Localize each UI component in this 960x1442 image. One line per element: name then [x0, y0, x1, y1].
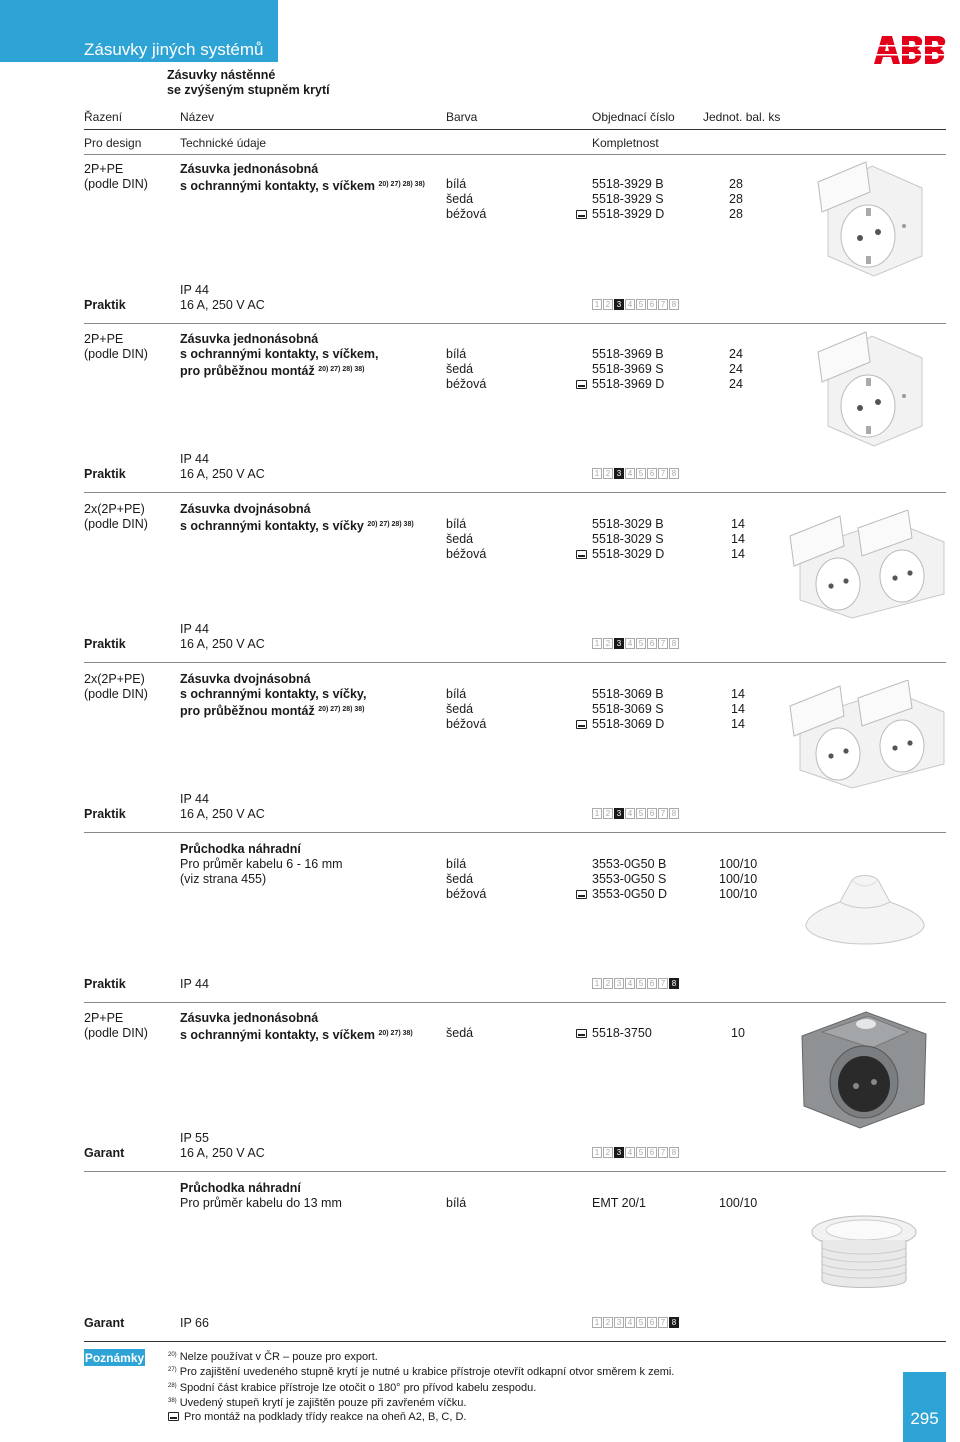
color: bílá	[446, 1196, 467, 1210]
divider	[84, 323, 946, 324]
color: béžová	[446, 207, 487, 221]
product-name: Zásuvka jednonásobná	[180, 162, 319, 176]
completeness-scale: 1 2 3 4 5 6 7 8	[592, 1147, 680, 1158]
fire-class-icon	[576, 550, 587, 559]
order-code: 5518-3029 B	[592, 517, 664, 531]
divider	[84, 154, 946, 155]
divider	[84, 1002, 946, 1003]
product-name: Průchodka náhradní	[180, 842, 301, 856]
product-desc: s ochrannými kontakty, s víčky,	[180, 687, 367, 701]
ip-rating: IP 44	[180, 283, 209, 297]
completeness-scale: 1 2 3 4 5 6 7 8	[592, 808, 680, 819]
ip-rating: IP 66	[180, 1316, 209, 1330]
quantity: 28	[729, 207, 743, 221]
single-socket-image	[808, 330, 926, 448]
fire-class-icon	[576, 380, 587, 389]
quantity: 28	[729, 177, 743, 191]
system-type: 2P+PE	[84, 162, 124, 176]
col-completeness: Kompletnost	[592, 136, 659, 150]
order-code: 3553-0G50 B	[592, 857, 667, 871]
fire-class-icon	[168, 1412, 179, 1421]
order-code: 5518-3750	[576, 1026, 652, 1041]
quantity: 100/10	[719, 1196, 758, 1210]
order-code: 5518-3929 B	[592, 177, 664, 191]
grommet-image	[800, 872, 930, 952]
footnote: $^{38)}$ Uvedený stupeň krytí je zajištěn pouze při zavřeném víčku.	[168, 1397, 467, 1410]
color: šedá	[446, 1026, 474, 1040]
color: šedá	[446, 702, 474, 716]
completeness-scale: 1 2 3 4 5 6 7 8	[592, 468, 680, 479]
design-line: Praktik	[84, 637, 126, 651]
product-desc: pro průběžnou montáž $^{20) 27) 28) 38)}$	[180, 364, 365, 378]
design-line: Praktik	[84, 298, 126, 312]
ip-rating: IP 55	[180, 1131, 209, 1145]
quantity: 14	[731, 717, 745, 731]
cable-gland-image	[808, 1212, 920, 1294]
page-subtitle: Zásuvky nástěnné se zvýšeným stupněm krytí	[167, 68, 330, 97]
footnote: $^{28)}$ Spodní část krabice přístroje lze otočit o 180° pro přívod kabelu zespodu.	[168, 1381, 537, 1394]
design-line: Praktik	[84, 977, 126, 991]
system-standard: (podle DIN)	[84, 177, 148, 191]
quantity: 14	[731, 702, 745, 716]
system-standard: (podle DIN)	[84, 347, 148, 361]
col-row: Řazení	[84, 110, 123, 124]
abb-logo	[874, 36, 946, 64]
order-code: 5518-3029 S	[592, 532, 664, 546]
order-code: 3553-0G50 D	[576, 887, 667, 902]
system-type: 2P+PE	[84, 1011, 124, 1025]
product-desc: Pro průměr kabelu do 13 mm	[180, 1196, 342, 1210]
divider	[84, 662, 946, 663]
product-desc: s ochrannými kontakty, s víčkem,	[180, 347, 379, 361]
footnotes	[168, 1349, 674, 1424]
completeness-scale: 1 2 3 4 5 6 7 8	[592, 299, 680, 310]
col-name: Název	[180, 110, 215, 124]
fire-class-icon	[576, 720, 587, 729]
product-name: Zásuvka jednonásobná	[180, 332, 319, 346]
quantity: 24	[729, 377, 743, 391]
grey-socket-image	[796, 1006, 930, 1132]
color: bílá	[446, 687, 467, 701]
fire-class-icon	[576, 890, 587, 899]
electrical-rating: 16 A, 250 V AC	[180, 637, 265, 651]
product-name: Průchodka náhradní	[180, 1181, 301, 1195]
color: bílá	[446, 347, 467, 361]
divider	[84, 1171, 946, 1172]
quantity: 24	[729, 347, 743, 361]
ip-rating: IP 44	[180, 977, 209, 991]
order-code: 5518-3069 D	[576, 717, 664, 732]
double-socket-image	[786, 510, 946, 620]
color: béžová	[446, 547, 487, 561]
color: šedá	[446, 532, 474, 546]
product-desc: Pro průměr kabelu 6 - 16 mm	[180, 857, 343, 871]
quantity: 14	[731, 547, 745, 561]
completeness-scale: 1 2 3 4 5 6 7 8	[592, 638, 680, 649]
ip-rating: IP 44	[180, 622, 209, 636]
col-color: Barva	[446, 110, 478, 124]
completeness-scale: 1 2 3 4 5 6 7 8	[592, 978, 680, 989]
product-name: Zásuvka dvojnásobná	[180, 502, 311, 516]
color: béžová	[446, 717, 487, 731]
color: šedá	[446, 362, 474, 376]
design-line: Garant	[84, 1146, 125, 1160]
order-code: 5518-3929 D	[576, 207, 664, 222]
order-code: 5518-3029 D	[576, 547, 664, 562]
page-number-tab	[903, 1372, 946, 1442]
electrical-rating: 16 A, 250 V AC	[180, 807, 265, 821]
page-title: Zásuvky jiných systémů	[84, 40, 264, 59]
fire-class-icon	[576, 210, 587, 219]
col-unit: Jednot. bal. ks	[703, 110, 781, 124]
product-name: Zásuvka dvojnásobná	[180, 672, 311, 686]
completeness-scale: 1 2 3 4 5 6 7 8	[592, 1317, 680, 1328]
product-desc: s ochrannými kontakty, s víčkem $^{20) 27) 38)}$	[180, 1028, 413, 1042]
quantity: 14	[731, 517, 745, 531]
quantity: 24	[729, 362, 743, 376]
product-name: Zásuvka jednonásobná	[180, 1011, 319, 1025]
electrical-rating: 16 A, 250 V AC	[180, 467, 265, 481]
footnote: $^{20)}$ Nelze používat v ČR – pouze pro export.	[168, 1351, 378, 1363]
order-code: 5518-3069 S	[592, 702, 664, 716]
system-standard: (podle DIN)	[84, 1026, 148, 1040]
system-type: 2x(2P+PE)	[84, 672, 145, 686]
ip-rating: IP 44	[180, 792, 209, 806]
page-number: 295	[910, 1409, 939, 1428]
color: šedá	[446, 192, 474, 206]
quantity: 28	[729, 192, 743, 206]
divider	[84, 129, 946, 130]
divider	[84, 1341, 946, 1342]
order-code: 5518-3069 B	[592, 687, 664, 701]
order-code: 3553-0G50 S	[592, 872, 667, 886]
quantity: 100/10	[719, 887, 758, 901]
color: bílá	[446, 857, 467, 871]
system-standard: (podle DIN)	[84, 517, 148, 531]
product-desc: s ochrannými kontakty, s víčkem $^{20) 27) 28) 38)}$	[180, 179, 425, 193]
system-standard: (podle DIN)	[84, 687, 148, 701]
electrical-rating: 16 A, 250 V AC	[180, 1146, 265, 1160]
col-design: Pro design	[84, 136, 142, 150]
product-desc: pro průběžnou montáž $^{20) 27) 28) 38)}$	[180, 704, 365, 718]
color: béžová	[446, 377, 487, 391]
order-code: 5518-3969 B	[592, 347, 664, 361]
quantity: 100/10	[719, 872, 758, 886]
order-code: EMT 20/1	[592, 1196, 646, 1210]
notes-label: Poznámky	[84, 1351, 145, 1365]
system-type: 2x(2P+PE)	[84, 502, 145, 516]
quantity: 10	[731, 1026, 745, 1040]
color: bílá	[446, 177, 467, 191]
color: béžová	[446, 887, 487, 901]
order-code: 5518-3969 S	[592, 362, 664, 376]
color: bílá	[446, 517, 467, 531]
design-line: Garant	[84, 1316, 125, 1330]
quantity: 14	[731, 532, 745, 546]
product-desc: (viz strana 455)	[180, 872, 267, 886]
electrical-rating: 16 A, 250 V AC	[180, 298, 265, 312]
system-type: 2P+PE	[84, 332, 124, 346]
design-line: Praktik	[84, 467, 126, 481]
order-code: 5518-3969 D	[576, 377, 664, 392]
divider	[84, 832, 946, 833]
quantity: 14	[731, 687, 745, 701]
design-line: Praktik	[84, 807, 126, 821]
col-order: Objednací číslo	[592, 110, 675, 124]
single-socket-image	[808, 160, 926, 278]
color: šedá	[446, 872, 474, 886]
footnote: $^{27)}$ Pro zajištění uvedeného stupně krytí je nutné u krabice přístroje otevřít odkapní otvor směrem k zemi.	[168, 1366, 675, 1379]
divider	[84, 492, 946, 493]
double-socket-image	[786, 680, 946, 790]
fire-class-icon	[576, 1029, 587, 1038]
footnote: Pro montáž na podklady třídy reakce na oheň A2, B, C, D.	[168, 1411, 674, 1424]
order-code: 5518-3929 S	[592, 192, 664, 206]
col-tech: Technické údaje	[180, 136, 267, 150]
ip-rating: IP 44	[180, 452, 209, 466]
product-desc: s ochrannými kontakty, s víčky $^{20) 27) 28) 38)}$	[180, 519, 414, 533]
quantity: 100/10	[719, 857, 758, 871]
